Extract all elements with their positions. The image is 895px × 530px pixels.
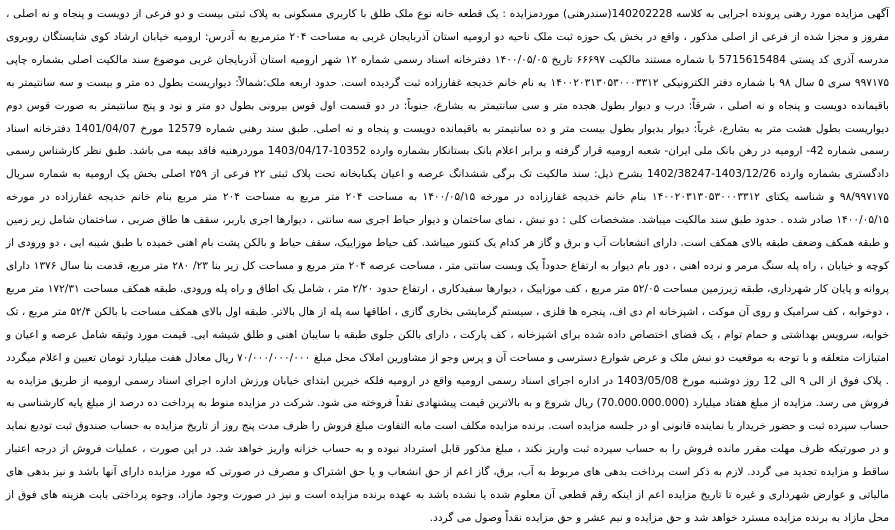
auction-notice-text: آگهی مزایده مورد رهنی پرونده اجرایی به کلاسه 140202228(سندرهنی) موردمزایده : یک قطعه خانه نوع ملک طلق با کاربری مسکونی به پلاک ثبتی بیست و دو فرعی از دویست و پنجاه و نه اصلی ، مفروز و مجزا شده از فرعی از اصلی مذکور ، واقع در بخش یک حوزه ثبت ملک ناحیه دو ارومیه استان آذربایجان غربی به مساحت ۲۰۴ مترمربع به آدرس: ارومیه خیابان ارشاد کوی شایستگان روبروی مدرسه آذری کد پستی 5715615484 با شماره مستند مالکیت ۶۶۶۹۷ تاریخ ۱۴۰۰/۰۵/۰۵ دفترخانه اسناد رسمی شماره ۱۲ شهر ارومیه استان آذربایجان غربی موضوع سند مالکیت اصلی بشماره چاپی ۹۹۷۱۷۵ سری ۵ سال ۹۸ با شماره دفتر الکترونیکی ۱۴۰۰۲۰۳۱۳۰۵۳۰۰۰۳۳۱۲ به نام خانم خدیجه غفارزاده ثبت گردیده است. حدود اربعه ملک:شمالاً: دیواریست بطول ده متر و بیست و سه سانتیمتر به باقیمانده دویست و پنجاه و نه اصلی ، شرقاً: درب و دیوار بطول هجده متر و سی سانتیمتر به بشارع، جنوباً: در دو قسمت اول قوس بیرونی بطول دو متر و نود و پنج سانتیمتر به صورت قوس دوم دیواریست بطول هشت متر به بشارع، غرباً: دیوار بدیوار بطول بیست متر و ده سانتیمتر به باقیمانده دویست و پنجاه و نه اصلی. طبق سند رهنی شماره 12579 مورخ 1401/04/07 دفترخانه اسناد رسمی شماره 42- ارومیه در رهن بانک ملی ایران- شعبه ارومیه قرار گرفته و برابر اعلام بانک بستانکار بشماره وارده 10352-1403/04/17 موردرهنیه فاقد بیمه می باشد. طبق نظر کارشناس رسمی دادگستری بشماره وارده 1403/12/26-1402/38247 بشرح ذیل: سند مالکیت تک برگی ششدانگ عرصه و اعیان یکبابخانه تحت پلاک ثبتی ۲۲ فرعی از ۲۵۹ اصلی بخش یک ارومیه به شماره سریال ۹۸/۹۹۷۱۷۵ و شناسه یکتای ۱۴۰۰۲۰۳۱۳۰۵۳۰۰۰۳۳۱۲ بنام خانم خدیجه غفارزاده در مورخه ۱۴۰۰/۰۵/۱۵ به مساحت ۲۰۴ متر مربع به مساحت ۲۰۴ متر مربع بنام خانم خدیجه غفارزاده در مورخه ۱۴۰۰/۰۵/۱۵ صادر شده . حدود طبق سند مالکیت میباشد. مشخصات کلی : دو نبش ، نمای ساختمان و دیوار حیاط اجری سه سانتی ، دیوارها اجری باربر، سقف ها طاق ضربی ، ساختمان شامل زیر زمین و طبقه همکف وضعف طبقه بالای همکف است. دارای انشعابات آب و برق و گاز هر کدام یک کنتور میباشد. کف حیاط موزاییک، سقف حیاط و بالکن پشت بام اهنی خمیده با طبق شیبه ایی ، دو ورودی از کوچه و خیابان ، راه پله سنگ مرمر و نرده اهنی ، دور بام دیوار به ارتفاع حدوداً یک ویست سانتی متر ، مساحت عرصه ۲۰۴ متر مربع و مساحت کل زیر بنا ۲۳/ ۲۸۰ متر مربع، قدمت بنا سال ۱۳۷۶ دارای پروانه و پایان کار شهرداری، طبقه زیرزمین مساحت ۵۲/۰۵ متر مربع ، کف موزاییک ، دیوارها سفیدکاری ، ارتفاع حدود ۲/۲۰ متر ، شامل یک اطاق و راه پله ورودی. طبقه همکف مساحت ۱۷۲/۳۱ متر مربع ، دوخوابه ، کف سرامیک و روی آن موکت ، اشپزخانه ام دی اف، پنجره ها فلزی ، سیستم گرمایشی بخاری گازی ، اطاقها سه پله از هال بالاتر. طبقه اول بالای همکف مساحت با بالکن ۵۲/۴ متر مربع ، تک خوابه، سرویس بهداشتی و حمام توام ، یک فضای اختصاص داده شده برای اشپزخانه ، کف پارکت ، دارای بالکن جلوی طبقه با سایبان اهنی و طلق شیشه ایی. قیمت مورد وثیقه شامل عرصه و اعیان و امتیازات متعلقه و با توجه به موقعیت دو نبش ملک و عرض شوارع دسترسی و مساحت آن و پرس وجو از مشاورین املاک محل مبلغ ۷۰/۰۰۰/۰۰۰/۰۰۰ ریال معادل هفت میلیارد تومان تعیین و اعلام میگردد . پلاک فوق از الی ۹ الی 12 روز دوشنبه مورخ 1403/05/08 در اداره اجرای اسناد رسمی ارومیه واقع در ارومیه فلکه خیرین ابتدای خیابان ورزش اداره اجرای اسناد رسمی ارومیه از طریق مزایده به فروش می رسد. مزایده از مبلغ هفتاد میلیارد (70.000.000.000) ریال شروع و به بالاترین قیمت پیشنهادی نقداً فروخته می شود. شرکت در مزایده منوط به پرداخت ده درصد از مبلغ پایه کارشناسی به حساب سپرده ثبت و حضور خریدار یا نماینده قانونی او در جلسه مزایده است. برنده مزایده مکلف است مابه التفاوت مبلغ فروش را ظرف مدت پنج روز از تاریخ مزایده به حساب صندوق ثبت تودیع نماید و در صورتیکه ظرف مهلت مقرر مانده فروش را به حساب سپرده ثبت واریز نکند ، مبلغ مذکور قابل استرداد نبوده و به حساب خزانه واریز خواهد شد. در این صورت ، عملیات فروش از درجه اعتبار ساقط و مزایده تجدید می گردد. لازم به ذکر است پرداخت بدهی های مربوط به آب، برق، گاز اعم از حق انشعاب و یا حق اشتراک و مصرف در صورتی که مورد مزایده دارای آنها باشد و نیز بدهی های مالیاتی و عوارض شهرداری و غیره تا تاریخ مزایده اعم از اینکه رقم قطعی آن معلوم شده یا نشده باشد به عهده برنده مزایده است و نیز در صورت وجود مازاد، وجوه پرداختی بابت هزینه های فوق از محل مازاد به برنده مزایده مسترد خواهد شد و حق مزایده و نیم عشر و حق مزایده نقداً وصول می گردد. <box>6 8 890 524</box>
